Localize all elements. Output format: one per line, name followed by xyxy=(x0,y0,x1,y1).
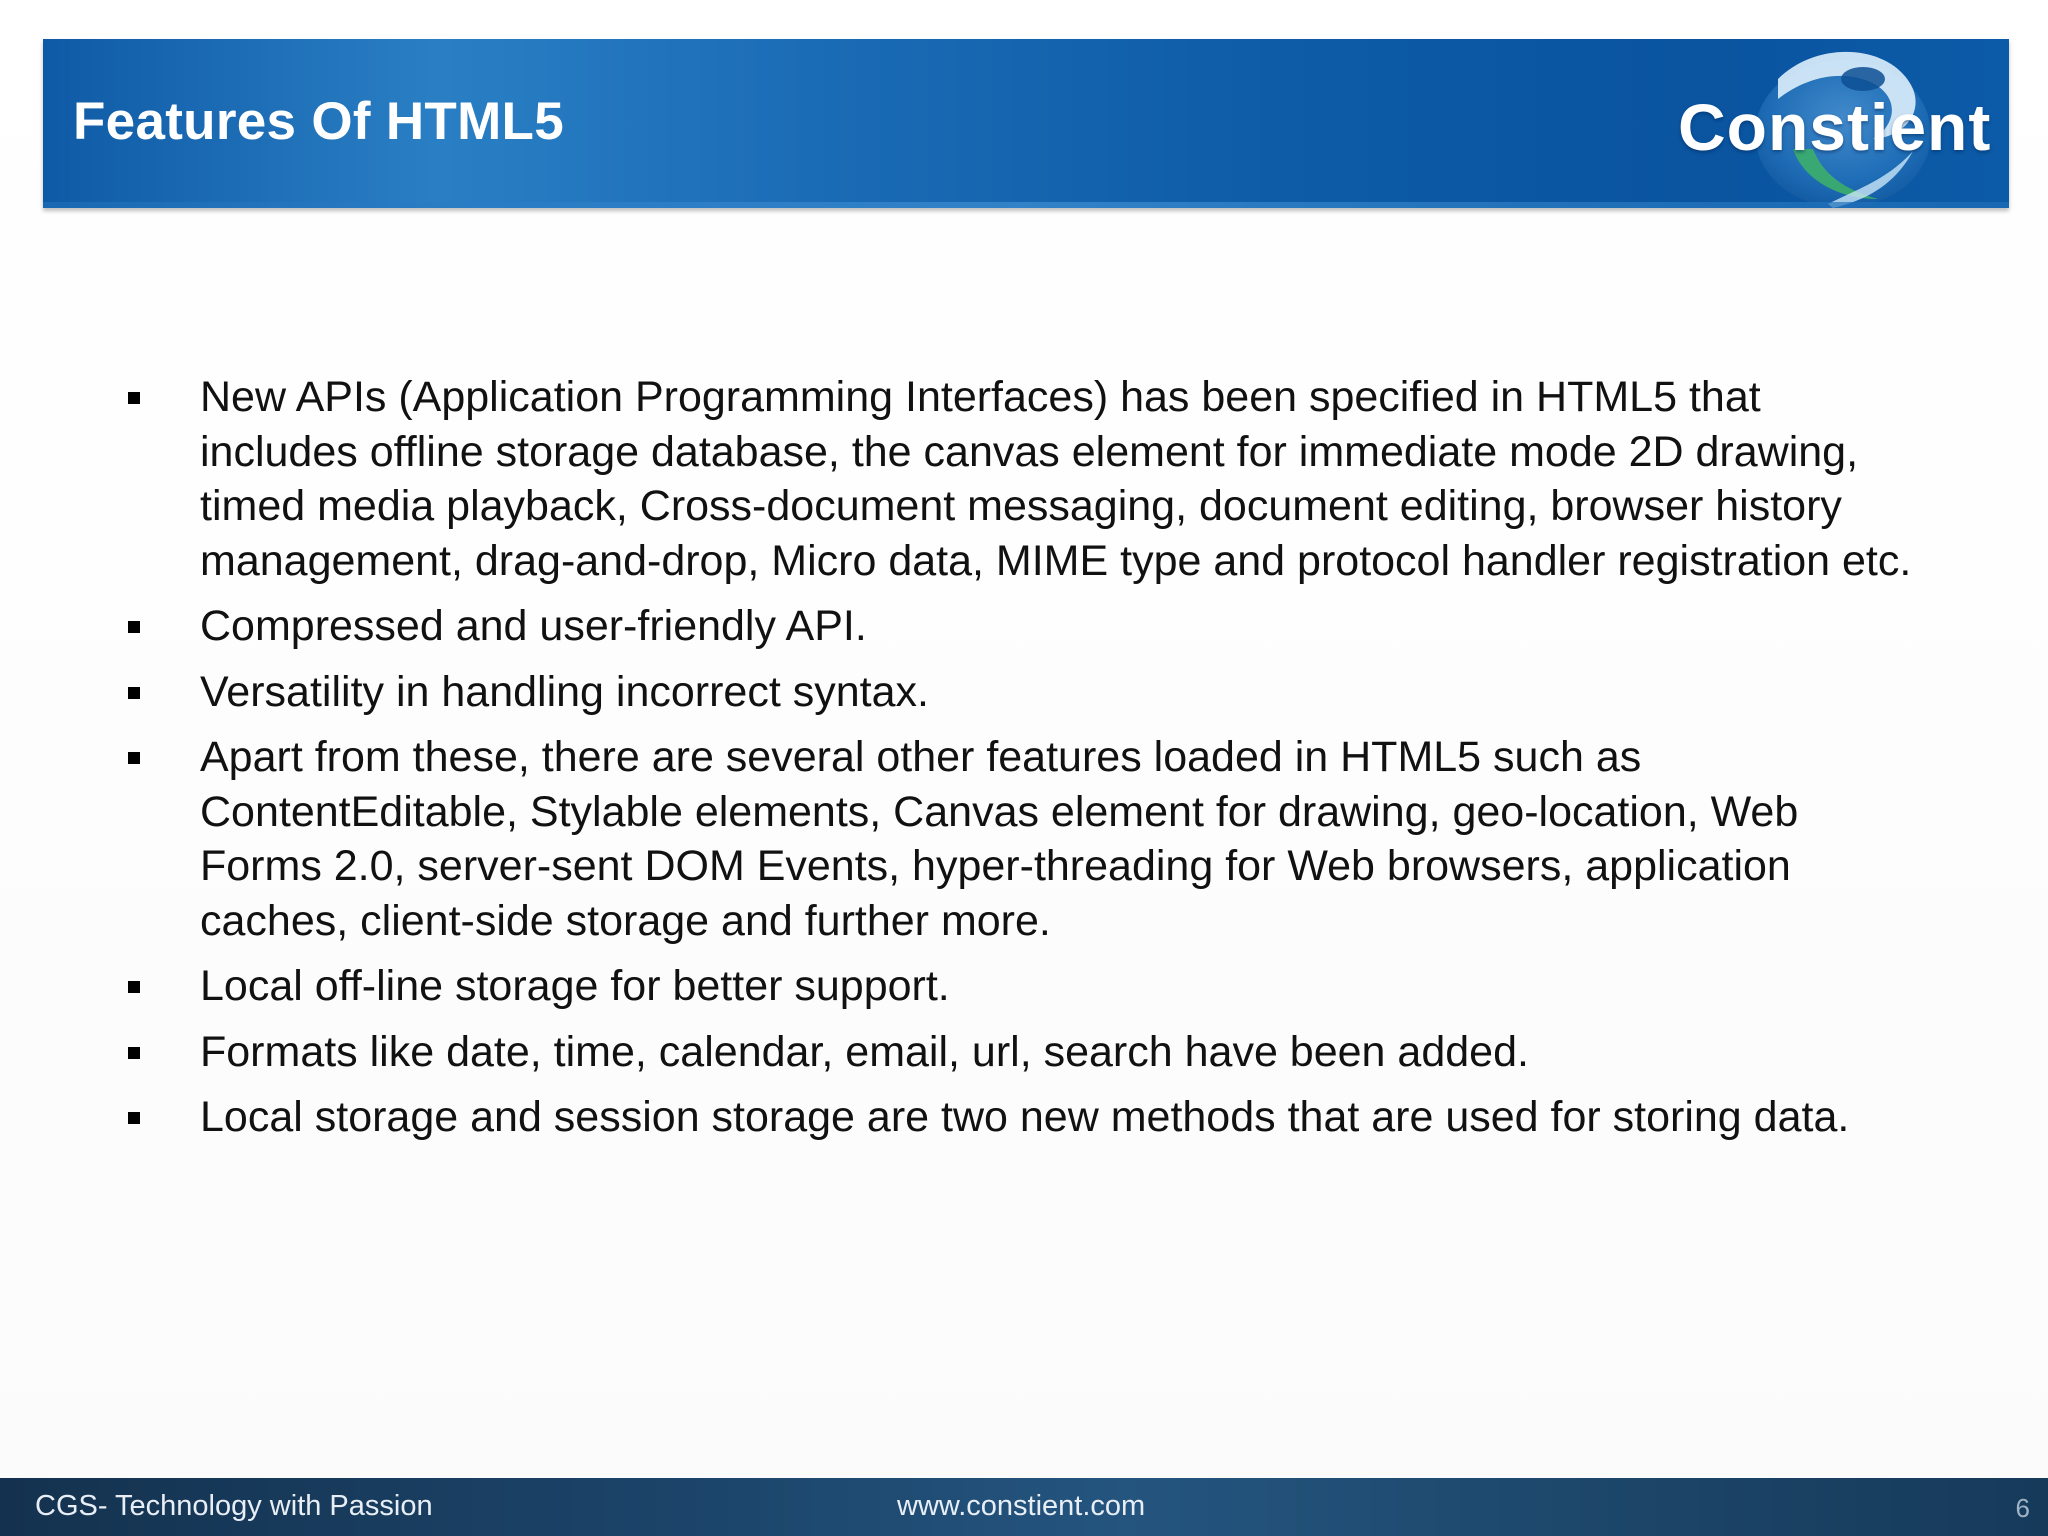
list-item xyxy=(120,370,1920,588)
bullet-text: Local storage and session storage are two new methods that are used for storing data. xyxy=(200,1093,1850,1141)
square-bullet-icon xyxy=(128,392,140,404)
bullet-text: Apart from these, there are several other features loaded in HTML5 such as ContentEditable, Stylable elements, Canvas element for drawing, geo-location, Web Forms 2.0, server-sent DOM Events, hyper-threading for Web browsers, application caches, client-side storage and further more. xyxy=(200,733,1799,945)
square-bullet-icon xyxy=(128,621,140,633)
slide-title: Features Of HTML5 xyxy=(73,92,565,151)
bullet-text: Versatility in handling incorrect syntax. xyxy=(200,667,929,716)
slide-footer xyxy=(0,1478,2048,1536)
square-bullet-icon xyxy=(128,1112,140,1124)
bullet-text: Local off-line storage for better support. xyxy=(200,962,950,1010)
bullet-list xyxy=(120,370,1920,1145)
list-item xyxy=(120,1025,1920,1080)
list-item xyxy=(120,730,1920,948)
square-bullet-icon xyxy=(128,752,140,764)
bullet-text: Formats like date, time, calendar, email, url, search have been added. xyxy=(200,1027,1529,1076)
list-item xyxy=(120,665,1920,720)
slide-content xyxy=(120,370,1920,1156)
bullet-text: Compressed and user-friendly API. xyxy=(200,602,867,650)
square-bullet-icon xyxy=(128,687,140,699)
list-item xyxy=(120,599,1920,654)
page-number: 6 xyxy=(2015,1493,2030,1523)
list-item xyxy=(120,959,1920,1014)
list-item xyxy=(120,1090,1920,1145)
slide-header xyxy=(43,39,2009,208)
square-bullet-icon xyxy=(128,1047,140,1059)
logo-text: Constient xyxy=(1678,90,1992,164)
bullet-text: New APIs (Application Programming Interfaces) has been specified in HTML5 that includes offline storage database, the canvas element for immediate mode 2D drawing, timed media playback, Cross-document messaging, document editing, browser history management, drag-and-drop, Micro data, MIME type and protocol handler registration etc. xyxy=(200,373,1912,585)
constient-logo xyxy=(1628,39,2009,208)
square-bullet-icon xyxy=(128,981,140,993)
footer-website: www.constient.com xyxy=(897,1490,1146,1522)
footer-tagline: CGS- Technology with Passion xyxy=(35,1490,433,1522)
